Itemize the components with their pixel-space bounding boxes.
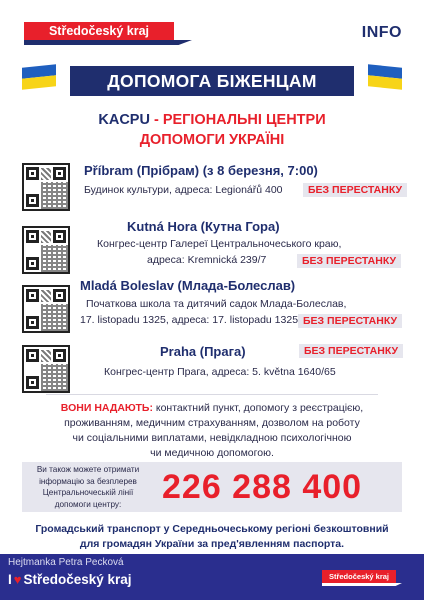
region-badge-stripe	[24, 40, 192, 45]
location-name-pribram: Příbram (Прібрам) (з 8 березня, 7:00)	[84, 163, 318, 178]
hotline-phone-number[interactable]: 226 288 400	[162, 468, 363, 506]
footer-governor-name: Hejtmanka Petra Pecková	[8, 557, 124, 568]
location-name-mlada-boleslav: Mladá Boleslav (Млада-Болеслав)	[80, 278, 296, 293]
services-line: чи медичною допомогою.	[150, 447, 274, 459]
location-address-kutna-hora: Конгрес-центр Галереї Центральночеського краю,	[97, 238, 342, 250]
qr-code-icon[interactable]	[22, 345, 70, 393]
footer-logo	[8, 572, 132, 587]
footer-region-badge-stripe	[322, 583, 402, 586]
footer-region-badge-label: Středočeský kraj	[322, 570, 396, 583]
hotline-text-line: Ви також можете отримати	[36, 465, 140, 474]
footer-logo-prefix: I	[8, 572, 12, 587]
nonstop-badge: БЕЗ ПЕРЕСТАНКУ	[299, 344, 403, 358]
footer-region-badge	[322, 570, 402, 586]
location-address-pribram: Будинок культури, адреса: Legionářů 400	[84, 184, 283, 196]
services-line: чи соціальними виплатами, невідкладною психологічною	[72, 432, 352, 444]
qr-code-icon[interactable]	[22, 226, 70, 274]
footer-logo-text: Středočeský kraj	[23, 572, 132, 587]
hotline-description	[28, 464, 148, 510]
transport-notice	[0, 522, 424, 552]
subtitle	[0, 110, 424, 150]
ukraine-flag-icon	[22, 64, 56, 90]
info-label: INFO	[361, 24, 402, 41]
services-lead: ВОНИ НАДАЮТЬ:	[60, 402, 153, 414]
location-address-praha: Конгрес-центр Прага, адреса: 5. května 1640/65	[104, 366, 336, 378]
subtitle-kacpu: KACPU	[98, 112, 150, 128]
subtitle-line2: ДОПОМОГИ УКРАЇНІ	[139, 132, 285, 148]
heart-icon: ♥	[13, 572, 22, 587]
footer	[0, 554, 424, 600]
qr-code-icon[interactable]	[22, 163, 70, 211]
subtitle-line1: - РЕГІОНАЛЬНІ ЦЕНТРИ	[149, 112, 326, 128]
services-description	[26, 401, 398, 461]
nonstop-badge: БЕЗ ПЕРЕСТАНКУ	[297, 254, 401, 268]
hotline-box	[22, 462, 402, 512]
page-title: ДОПОМОГА БІЖЕНЦАМ	[70, 66, 354, 96]
services-line: контактний пункт, допомогу з реєстрацією,	[152, 402, 364, 414]
hotline-text-line: інформацію за безплерев	[39, 476, 137, 486]
services-line: проживанням, медичним страхуванням, дозволом на роботу	[64, 417, 360, 429]
location-name-praha: Praha (Прага)	[160, 344, 246, 359]
hotline-text-line: допомоги центру:	[54, 499, 122, 509]
region-badge	[24, 22, 192, 46]
divider	[46, 394, 378, 395]
transport-line: Громадський транспорт у Середньочеському регіоні безкоштовний	[35, 523, 389, 535]
qr-code-icon[interactable]	[22, 285, 70, 333]
hotline-text-line: Центральночеській лінії	[42, 488, 134, 497]
transport-line: для громадян України за пред'явленням паспорта.	[79, 538, 345, 550]
nonstop-badge: БЕЗ ПЕРЕСТАНКУ	[298, 314, 402, 328]
location-name-kutna-hora: Kutná Hora (Кутна Гора)	[127, 219, 280, 234]
location-address-kutna-hora: адреса: Kremnická 239/7	[147, 254, 267, 266]
nonstop-badge: БЕЗ ПЕРЕСТАНКУ	[303, 183, 407, 197]
location-address-mlada-boleslav: Початкова школа та дитячий садок Млада-Болеслав,	[86, 298, 347, 310]
ukraine-flag-icon	[368, 64, 402, 90]
region-badge-label: Středočeský kraj	[24, 22, 174, 40]
location-address-mlada-boleslav: 17. listopadu 1325, адреса: 17. listopadu 1325	[80, 314, 299, 326]
